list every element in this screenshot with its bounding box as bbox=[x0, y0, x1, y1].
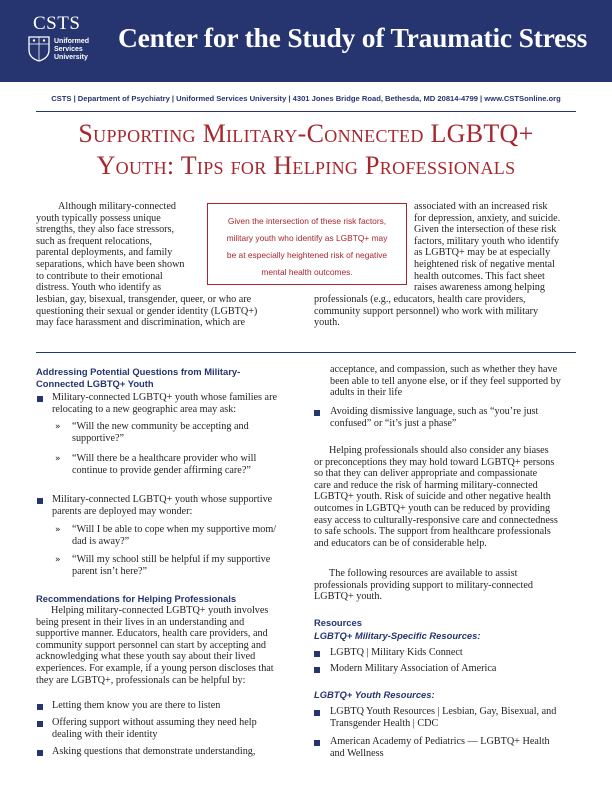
pull-quote: Given the intersection of these risk factors, military youth who identify as LGBTQ+ may be at especially heightened risk of negative mental health outcomes. bbox=[207, 203, 407, 285]
list-item: Military-connected LGBTQ+ youth whose families are relocating to a new geographic area may ask: bbox=[52, 392, 277, 415]
bullet-icon bbox=[314, 651, 320, 657]
contact-line: CSTS | Department of Psychiatry | Uniformed Services University | 4301 Jones Bridge Road, Bethesda, MD 20814-4799 | www.CSTSonline.org bbox=[51, 94, 561, 103]
resources-intro-paragraph: The following resources are available to assist professionals providing support to military-connected LGBTQ+ youth. bbox=[314, 568, 533, 603]
bullet-icon bbox=[314, 410, 320, 416]
resource-link[interactable]: American Academy of Pediatrics — LGBTQ+ Health and Wellness bbox=[330, 736, 550, 759]
bullet-icon bbox=[314, 740, 320, 746]
biases-paragraph: Helping professionals should also consider any biases or preconceptions they may hold toward LGBTQ+ persons so that they can deliver appropriate and compassionate care and reduce the risk of harming military-connected LGBTQ+ youth. Risk of suicide and other negative health outcomes in LGBTQ+ youth can be reduced by providing easy access to culturally-responsive care and connectedness to safe schools. The support from healthcare professionals and educators can be of considerable help. bbox=[314, 445, 558, 549]
resource-link[interactable]: LGBTQ | Military Kids Connect bbox=[330, 647, 463, 658]
intro-right: associated with an increased risk for depression, anxiety, and suicide. Given the intersection of these risk factors, military youth who identify as LGBTQ+ may be at especially heightened risk of negative mental health outcomes. This fact sheet raises awareness among helping bbox=[414, 201, 561, 294]
resources-subheading-military: LGBTQ+ Military-Specific Resources: bbox=[314, 630, 481, 641]
list-subitem: “Will there be a healthcare provider who will continue to provide gender affirming care?” bbox=[72, 453, 257, 476]
bullet-icon bbox=[37, 721, 43, 727]
bullet-icon bbox=[314, 710, 320, 716]
chevron-right-icon: » bbox=[55, 525, 61, 535]
bullet-icon bbox=[314, 667, 320, 673]
divider bbox=[36, 111, 576, 112]
intro-left: Although military-connected youth typically possess unique strengths, they also face stressors, such as frequent relocations, parental deployments, and family separations, which have been shown to contribute to their emotional distress. Youth who identify as bbox=[36, 201, 185, 294]
list-item: Avoiding dismissive language, such as “you’re just confused” or “it’s just a phase” bbox=[330, 406, 539, 429]
bullet-icon bbox=[37, 396, 43, 402]
logo-university: Uniformed Services University bbox=[54, 38, 89, 61]
list-subitem: “Will my school still be helpful if my supportive parent isn’t here?” bbox=[72, 554, 271, 577]
resources-subheading-youth: LGBTQ+ Youth Resources: bbox=[314, 689, 435, 700]
recommendations-paragraph: Helping military-connected LGBTQ+ youth involves being present in their lives in an understanding and supportive manner. Educators, health care providers, and community support personnel can start by accepting and acknowledging what these youth say about their lived experiences. For example, if a young person discloses that they are LGBTQ+, professionals can be helpful by: bbox=[36, 605, 274, 686]
seal-icon bbox=[28, 36, 50, 62]
section-heading-questions: Addressing Potential Questions from Military- Connected LGBTQ+ Youth bbox=[36, 366, 241, 389]
resource-link[interactable]: Modern Military Association of America bbox=[330, 663, 497, 674]
list-item: Military-connected LGBTQ+ youth whose supportive parents are deployed may wonder: bbox=[52, 494, 273, 517]
section-heading-resources: Resources bbox=[314, 617, 362, 628]
chevron-right-icon: » bbox=[55, 454, 61, 464]
chevron-right-icon: » bbox=[55, 555, 61, 565]
page-title: Supporting Military-Connected LGBTQ+ Youth: Tips for Helping Professionals bbox=[78, 119, 534, 180]
bullet-icon bbox=[37, 704, 43, 710]
bullet-icon bbox=[37, 750, 43, 756]
header-banner bbox=[0, 0, 612, 82]
list-item: Asking questions that demonstrate understanding, bbox=[52, 746, 256, 757]
intro-full: lesbian, gay, bisexual, transgender, queer, or who are questioning their sexual or gender identity (LGBTQ+) may face harassment and discrimination, which are bbox=[36, 294, 258, 329]
header-title: Center for the Study of Traumatic Stress bbox=[118, 22, 588, 53]
section-heading-recommendations: Recommendations for Helping Professionals bbox=[36, 593, 237, 604]
list-subitem: “Will I be able to cope when my supportive mom/ dad is away?” bbox=[72, 524, 277, 547]
resource-link[interactable]: LGBTQ Youth Resources | Lesbian, Gay, Bisexual, and Transgender Health | CDC bbox=[330, 706, 557, 729]
intro-right-lower: professionals (e.g., educators, health care providers, community support personnel) who work with military youth. bbox=[314, 294, 539, 329]
list-item: Letting them know you are there to listen bbox=[52, 700, 221, 711]
list-item-continued: acceptance, and compassion, such as whether they have been able to tell anyone else, or if they feel supported by adults in their life bbox=[330, 364, 561, 399]
list-subitem: “Will the new community be accepting and supportive?” bbox=[72, 421, 249, 444]
chevron-right-icon: » bbox=[55, 422, 61, 432]
bullet-icon bbox=[37, 498, 43, 504]
divider bbox=[36, 352, 576, 353]
list-item: Offering support without assuming they need help dealing with their identity bbox=[52, 717, 257, 740]
logo-abbr: CSTS bbox=[33, 13, 81, 34]
